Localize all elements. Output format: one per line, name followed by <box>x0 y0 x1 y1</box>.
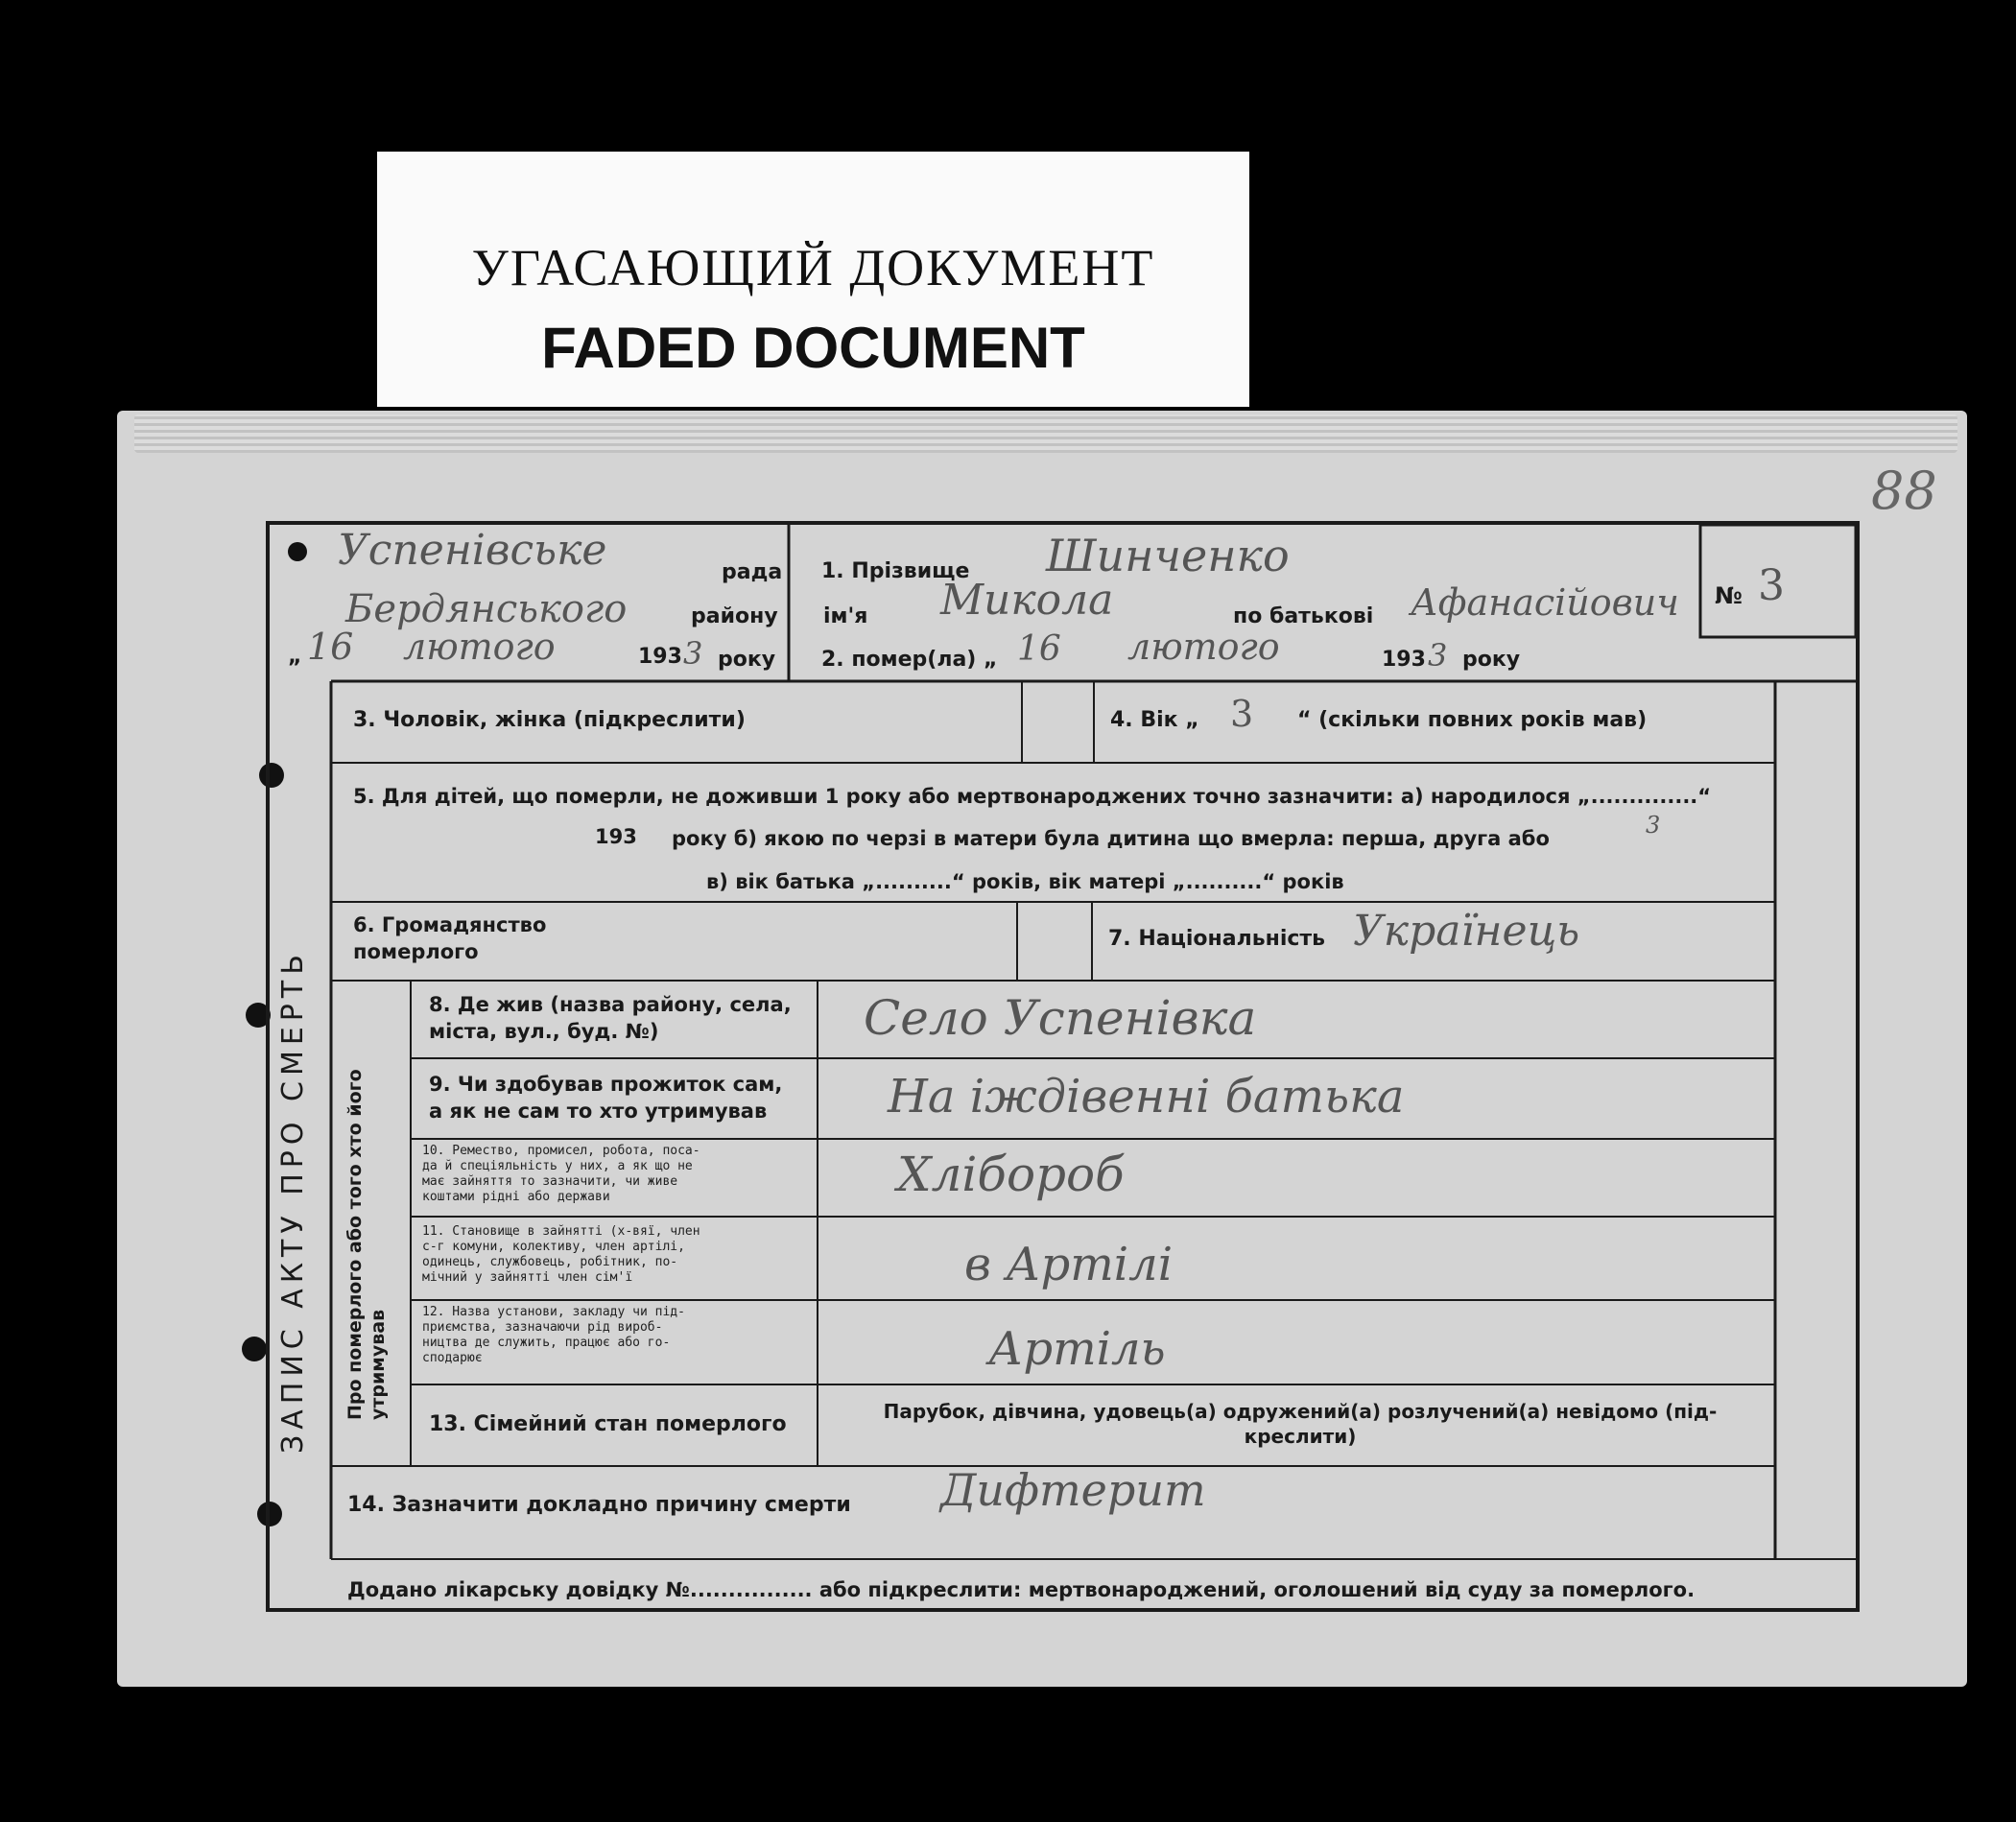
field-9-value: На іждівенні батька <box>888 1070 1405 1124</box>
patronymic-label: по батькові <box>1233 604 1374 628</box>
death-year: 3 <box>1428 637 1448 674</box>
ink-dot <box>288 542 307 561</box>
field-14-cause-of-death: 14. Зазначити докладно причину смерти <box>347 1493 851 1517</box>
day-value: 16 <box>307 626 354 668</box>
footer-medical-certificate: Додано лікарську довідку №................ або підкреслити: мертвонароджений, оголошений від суду за померлого. <box>347 1578 1696 1601</box>
field-8-residence: 8. Де жив (назва району, села, міста, вул., буд. №) <box>429 993 792 1043</box>
field-10-occupation: 10. Ремество, промисел, робота, поса- да й спеціяльність у них, а як що не має зайняття то зазначити, чи живе коштами рідні або держави <box>422 1144 700 1204</box>
year-suffix: 193 <box>638 645 682 669</box>
field-4-age-post: “ (скільки повних років мав) <box>1297 708 1648 732</box>
field-3-sex: 3. Чоловік, жінка (підкреслити) <box>353 708 746 732</box>
patronymic-value: Афанасійович <box>1411 581 1679 624</box>
field-5-year: 193 <box>595 825 637 848</box>
death-date-label: 2. помер(ла) „ <box>821 648 998 672</box>
rada-label: рада <box>722 560 783 584</box>
label-english: FADED DOCUMENT <box>541 316 1085 380</box>
field-4-age-pre: 4. Вік „ <box>1110 708 1199 732</box>
record-number-label: № <box>1715 582 1743 609</box>
record-number-value: 3 <box>1758 561 1785 610</box>
field-4-age-value: 3 <box>1230 693 1254 735</box>
surname-value: Шинченко <box>1046 530 1290 581</box>
field-8-value: Село Успенівка <box>864 990 1257 1046</box>
field-5-line2: року б) якою по черзі в матери була дитина що вмерла: перша, друга або <box>672 827 1550 850</box>
field-12-institution: 12. Назва установи, закладу чи під- приємства, зазначаючи рід вироб- ництва де служить, працює або го- сподарює <box>422 1305 685 1365</box>
surname-label: 1. Прізвище <box>821 559 970 583</box>
field-9-livelihood: 9. Чи здобував прожиток сам, а як не сам то хто утримував <box>429 1073 783 1123</box>
raion-label: району <box>691 604 778 628</box>
field-5-line1: 5. Для дітей, що померли, не доживши 1 року або мертвонароджених точно зазначити: а) народилося „..............“ <box>353 785 1712 808</box>
label-russian: УГАСАЮЩИЙ ДОКУМЕНТ <box>471 239 1155 296</box>
field-5-order-value: 3 <box>1646 812 1661 839</box>
year-value: 3 <box>683 635 703 672</box>
death-month: лютого <box>1127 626 1280 668</box>
year-prefix: „ <box>288 645 302 669</box>
side-about-label: Про померлого або того хто його утримував <box>344 1069 389 1420</box>
rada-value: Успенівське <box>338 526 607 575</box>
page-number: 88 <box>1871 461 1937 521</box>
field-12-value: Артіль <box>988 1322 1166 1376</box>
field-10-value: Хлібороб <box>897 1147 1125 1202</box>
name-label: ім'я <box>823 604 868 628</box>
field-13-options: Парубок, дівчина, удовець(а) одружений(а) розлучений(а) невідомо (під- креслити) <box>883 1400 1718 1448</box>
field-13-marital-status: 13. Сімейний стан померлого <box>429 1412 787 1436</box>
field-5-line3: в) вік батька „..........“ років, вік матері „..........“ років <box>706 870 1344 893</box>
year-label: року <box>718 648 776 672</box>
month-value: лютого <box>403 626 556 668</box>
field-11-value: в Артілі <box>964 1238 1174 1291</box>
raion-value: Бердянського <box>345 587 628 631</box>
death-year-label: року <box>1462 648 1521 672</box>
field-6-citizenship: 6. Громадянство померлого <box>353 913 547 963</box>
death-year-prefix: 193 <box>1382 648 1426 672</box>
side-title: ЗАПИС АКТУ ПРО СМЕРТЬ <box>276 949 310 1454</box>
death-day: 16 <box>1017 629 1061 669</box>
field-7-value: Українець <box>1353 907 1580 956</box>
field-7-nationality: 7. Національність <box>1108 927 1326 951</box>
field-11-position: 11. Становище в зайнятті (х-вяї, член с-г комуни, колективу, член артілі, одинець, службовець, робітник, по- мічний у зайнятті член сім'ї <box>422 1224 700 1285</box>
name-value: Микола <box>940 576 1114 625</box>
field-14-value: Дифтерит <box>940 1464 1206 1516</box>
